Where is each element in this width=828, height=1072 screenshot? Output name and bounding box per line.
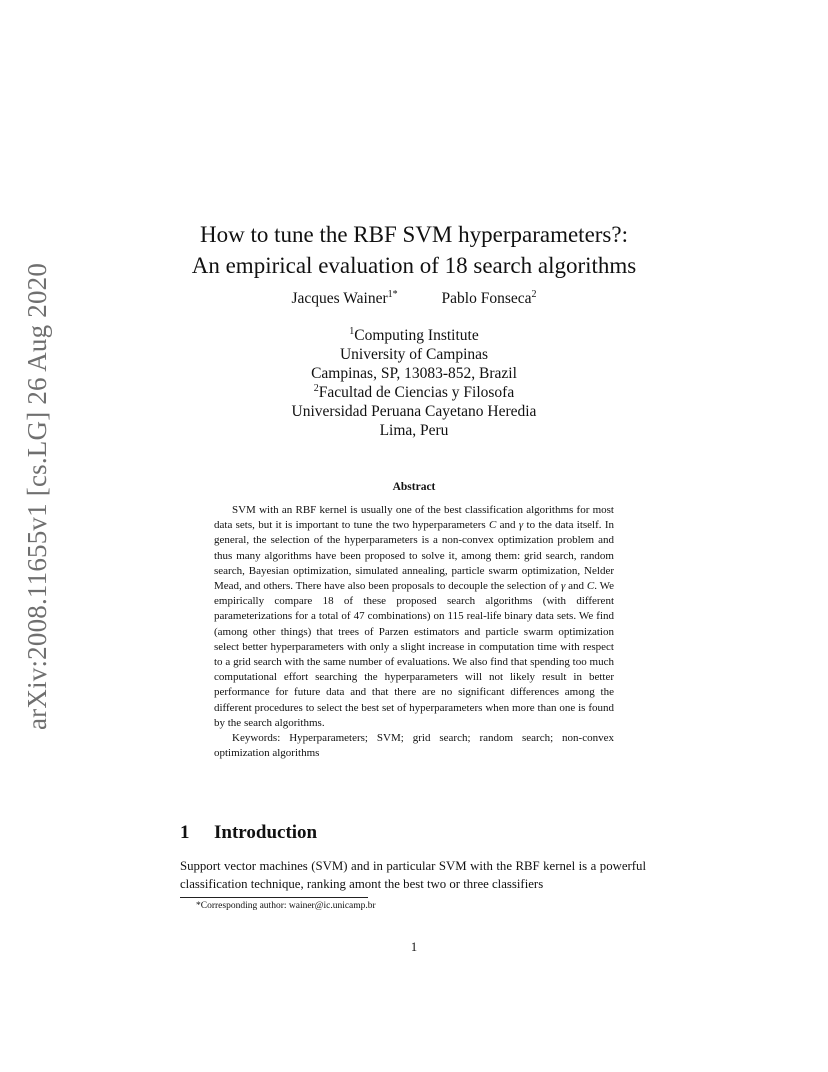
abstract-text: . We empirically compare 18 of these proposed search algorithms (with different parameterizations for a total of 47 combinations) on 115 real-life binary data sets. We find (among other things) that trees of Parzen estimators and particle swarm optimization select better hyperparameters with only a slight increase in computation time with respect to a grid search with the same number of evaluations. We also find that spending too much computational effort searching the hyperparameters will not likely result in better performance for future data and that there are no significant differences among the different procedures to select the best set of hyperparameters when more than one is found by the search algorithms.: [214, 580, 614, 729]
paper-title: [0, 219, 828, 281]
abstract-body: [214, 503, 614, 761]
page-number: 1: [410, 940, 418, 954]
abstract-text: and: [496, 519, 519, 532]
affiliation-line: [0, 326, 828, 345]
affiliation-mark: 2: [313, 382, 319, 394]
affiliation-text: Lima, Peru: [379, 422, 449, 439]
math-var-c: C: [489, 519, 497, 532]
affiliation-line: [0, 345, 828, 364]
author-2: [442, 290, 537, 308]
affiliation-line: [0, 421, 828, 440]
affiliation-line: [0, 402, 828, 421]
author-affiliation-mark: 1*: [387, 288, 398, 300]
affiliation-line: [0, 383, 828, 402]
author-list: [0, 290, 828, 308]
title-line-2: An empirical evaluation of 18 search algorithms: [191, 253, 637, 278]
affiliation-mark: 1: [349, 325, 355, 337]
affiliations: [0, 326, 828, 440]
affiliation-text: Universidad Peruana Cayetano Heredia: [291, 403, 537, 420]
introduction-body: [180, 857, 646, 893]
abstract-heading: Abstract: [392, 481, 436, 493]
math-var-gamma: γ: [518, 519, 524, 532]
abstract-text: to the data itself. In general, the selection of the hyperparameters is a non-convex optimization problem and thus many algorithms have been proposed to solve it, among them: grid search, random search, Bayesian optimization, simulated annealing, particle swarm optimization, Nelder Mead, and others. There have also been proposals to decouple the selection of: [214, 519, 615, 593]
keywords: Keywords: Hyperparameters; SVM; grid search; random search; non-convex optimization algorithms: [214, 732, 614, 760]
section-heading: [180, 822, 317, 844]
author-affiliation-mark: 2: [531, 288, 537, 300]
abstract-paragraph: [214, 503, 614, 731]
abstract-text: and: [565, 580, 587, 593]
footnote-divider: [180, 897, 368, 898]
math-var-gamma: γ: [560, 580, 566, 593]
title-line-1: How to tune the RBF SVM hyperparameters?:: [200, 222, 628, 247]
intro-paragraph: Support vector machines (SVM) and in particular SVM with the RBF kernel is a powerful classification technique, ranking amont the best two or three classifiers: [180, 859, 646, 891]
author-name: Pablo Fonseca: [441, 290, 532, 307]
math-var-c: C: [586, 580, 595, 593]
affiliation-text: Facultad de Ciencias y Filosofa: [318, 384, 515, 401]
section-number: 1: [180, 822, 190, 843]
author-name: Jacques Wainer: [291, 290, 388, 307]
arxiv-identifier: arXiv:2008.11655v1 [cs.LG] 26 Aug 2020: [22, 262, 52, 730]
affiliation-text: University of Campinas: [339, 346, 489, 363]
affiliation-text: Computing Institute: [354, 327, 479, 344]
footnote: *Corresponding author: wainer@ic.unicamp.br: [196, 901, 376, 911]
section-title: Introduction: [214, 822, 318, 843]
affiliation-line: [0, 364, 828, 383]
author-1: [291, 290, 397, 308]
abstract-text: SVM with an RBF kernel is usually one of the best classification algorithms for most data sets, but it is important to tune the two hyperparameters: [214, 504, 614, 532]
affiliation-text: Campinas, SP, 13083-852, Brazil: [311, 365, 517, 382]
